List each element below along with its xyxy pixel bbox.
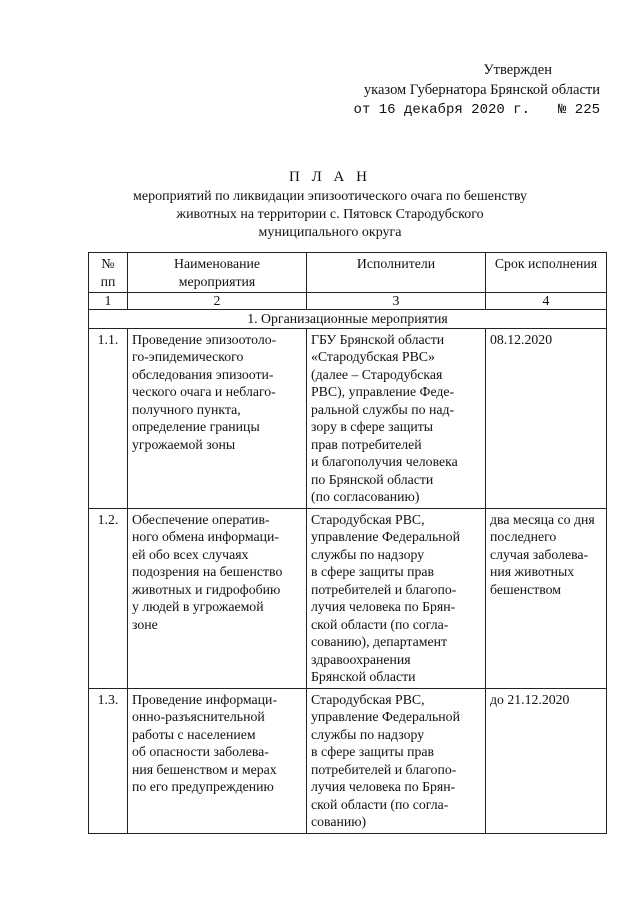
column-index: 4: [486, 293, 607, 310]
row-number: 1.3.: [89, 688, 128, 833]
row-number: 1.1.: [89, 328, 128, 508]
row-activity: Обеспечение оператив- ного обмена информаци- ей обо всех случаях подозрения на бешенство животных и гидрофобию у людей в угрожаемой зоне: [128, 508, 307, 688]
table-header-row: [89, 253, 607, 293]
plan-heading: П Л А Н: [289, 169, 371, 185]
row-executors: Стародубская РВС, управление Федеральной службы по надзору в сфере защиты прав потребителей и благопо- лучия человека по Брян- ской области (по согла- сованию), департамент здравоохранения Брянской области: [307, 508, 486, 688]
row-executors: Стародубская РВС, управление Федеральной службы по надзору в сфере защиты прав потребителей и благопо- лучия человека по Брян- ской области (по согла- сованию): [307, 688, 486, 833]
approval-block: [354, 60, 600, 120]
table-row: [89, 328, 607, 508]
header-name: Наименование мероприятия: [128, 253, 307, 293]
approval-date-line: [354, 100, 600, 120]
row-deadline: 08.12.2020: [486, 328, 607, 508]
table-row: [89, 508, 607, 688]
approval-line-2: указом Губернатора Брянской области: [363, 82, 600, 98]
column-index-row: [89, 293, 607, 310]
approval-line-1: Утвержден: [483, 62, 552, 78]
row-executors: ГБУ Брянской области «Стародубская РВС» (далее – Стародубская РВС), управление Феде- ральной службы по над- зору в сфере защиты прав потребителей и благополучия человека по Брянской области (по согласованию): [307, 328, 486, 508]
plan-table: [88, 252, 607, 834]
section-row: [89, 310, 607, 329]
header-deadline: Срок исполнения: [486, 253, 607, 293]
row-number: 1.2.: [89, 508, 128, 688]
row-activity: Проведение эпизоотоло- го-эпидемического обследования эпизооти- ческого очага и неблаго- получного пункта, определение границы угрожаемой зоны: [128, 328, 307, 508]
column-index: 3: [307, 293, 486, 310]
approval-number: № 225: [557, 102, 600, 118]
row-activity: Проведение информаци- онно-разъяснительной работы с населением об опасности заболева- ния бешенством и мерах по его предупреждению: [128, 688, 307, 833]
table-row: [89, 688, 607, 833]
header-executors: Исполнители: [307, 253, 486, 293]
row-deadline: до 21.12.2020: [486, 688, 607, 833]
plan-subtitle: мероприятий по ликвидации эпизоотического очага по бешенству животных на территории с. Пятовск Стародубского муниципального округа: [133, 189, 527, 240]
approval-date: от 16 декабря 2020 г.: [353, 102, 530, 118]
document-title: [60, 168, 600, 242]
section-title: 1. Организационные мероприятия: [89, 310, 607, 329]
row-deadline: два месяца со дня последнего случая заболева- ния животных бешенством: [486, 508, 607, 688]
column-index: 1: [89, 293, 128, 310]
header-num: № пп: [89, 253, 128, 293]
column-index: 2: [128, 293, 307, 310]
